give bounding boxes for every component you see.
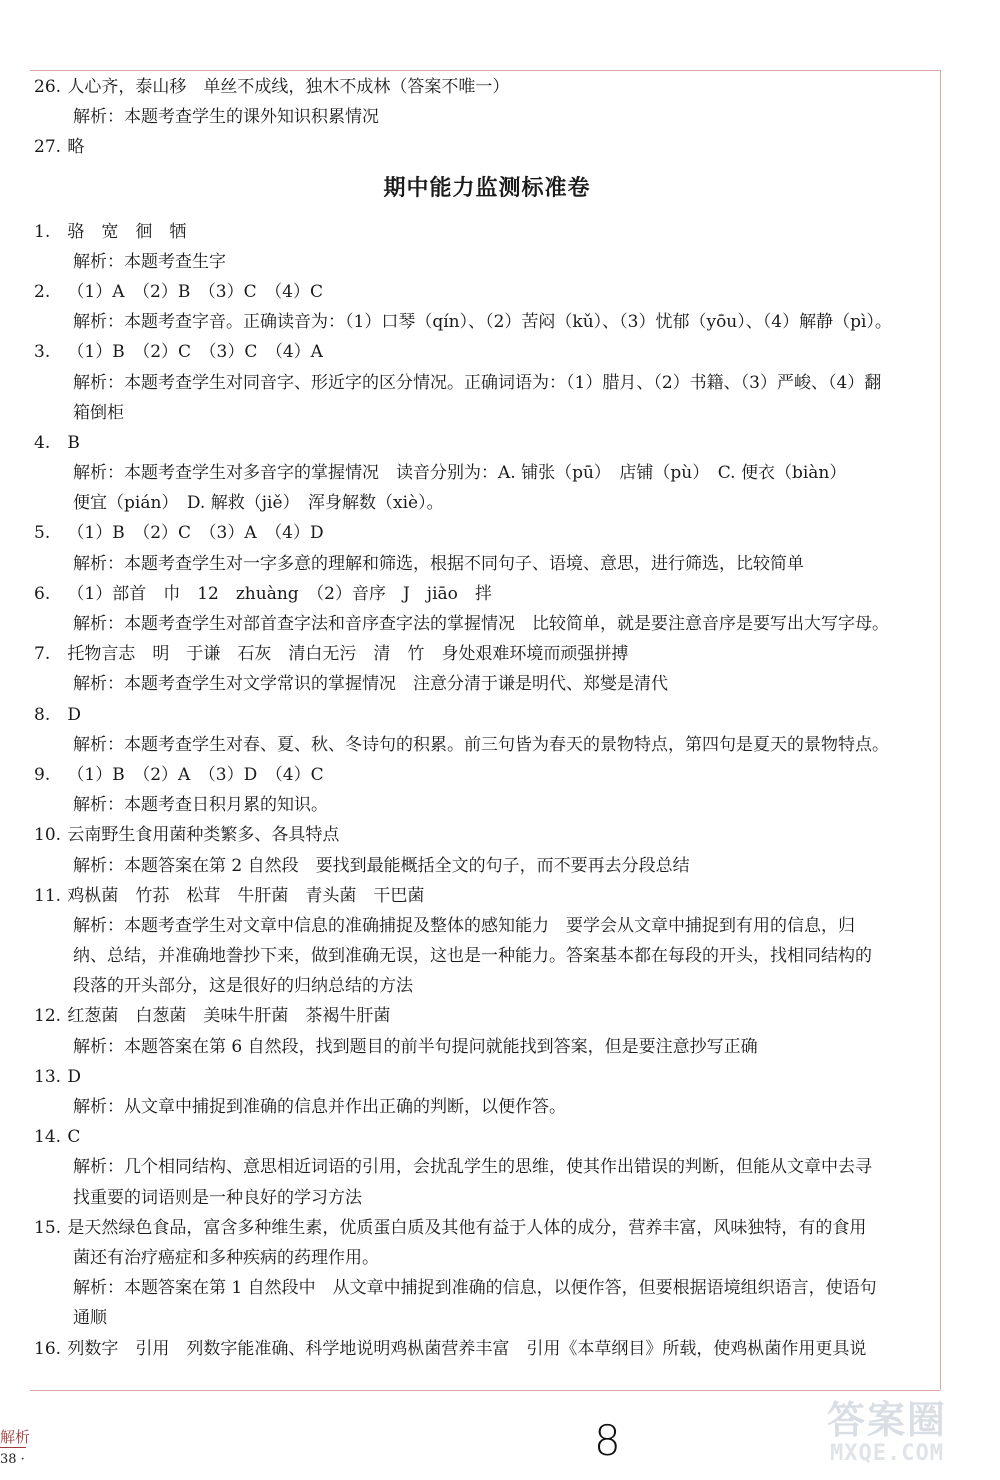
answer-line [34, 217, 940, 247]
explanation-line [34, 1303, 940, 1333]
explanation-line [34, 971, 940, 1001]
answer-line [34, 700, 940, 730]
explanation-text: 解析：本题考查学生对部首查字法和音序查字法的掌握情况 比较简单，就是要注意音序是要写出大写字母。 [73, 614, 889, 634]
explanation-text: 段落的开头部分，这是很好的归纳总结的方法 [73, 976, 413, 997]
explanation-text: 解析：本题考查字音。正确读音为：（1）口琴（qín）、（2）苦闷（kǔ）、（3）忧郁（yōu）、（4）解静（pì）。 [73, 312, 892, 333]
answer-item [34, 518, 940, 578]
answer-line [34, 1062, 940, 1092]
question-number: 3. [34, 342, 51, 363]
explanation-line [34, 247, 940, 277]
answer-line [34, 518, 940, 548]
question-number: 10. [34, 825, 62, 846]
answer-line [34, 72, 940, 102]
explanation-text: 解析：本题考查学生对春、夏、秋、冬诗句的积累。前三句皆为春天的景物特点，第四句是夏天的景物特点。 [73, 734, 889, 755]
explanation-text: 解析：本题答案在第 6 自然段，找到题目的前半句提问就能找到答案，但是要注意抄写正确 [73, 1036, 758, 1057]
answer-item [34, 217, 940, 277]
explanation-line [34, 851, 940, 881]
explanation-line [34, 730, 940, 760]
explanation-line [34, 1243, 940, 1273]
question-number: 6. [34, 583, 51, 604]
answer-line [34, 639, 940, 669]
question-number: 15. [34, 1217, 62, 1238]
answer-item [34, 1001, 940, 1061]
answer-line [34, 1334, 940, 1364]
watermark-url: MXQE.COM [830, 1441, 944, 1466]
answer-text: 红葱菌 白葱菌 美味牛肝菌 茶褐牛肝菌 [67, 1006, 391, 1027]
explanation-line [34, 609, 940, 639]
answer-line [34, 132, 940, 162]
explanation-text: 解析：本题考查生字 [73, 251, 226, 272]
answer-item [34, 579, 940, 639]
answer-item [34, 760, 940, 820]
answer-item [34, 428, 940, 519]
answer-text: 列数字 引用 列数字能准确、科学地说明鸡枞菌营养丰富 引用《本草纲目》所载，使鸡枞菌作用更具说 [67, 1338, 867, 1359]
answer-line [34, 102, 940, 132]
question-number: 1. [34, 221, 51, 242]
explanation-line [34, 488, 940, 518]
answer-text: （1）部首 巾 12 zhuàng （2）音序 J jiāo 拌 [67, 583, 492, 604]
answer-line [34, 428, 940, 458]
explanation-text: 解析：本题考查学生对文学常识的掌握情况 注意分清于谦是明代、郑燮是清代 [73, 674, 668, 695]
explanation-line [34, 1152, 940, 1182]
explanation-line [34, 458, 940, 488]
explanation-text: 解析：本题考查学生对同音字、形近字的区分情况。正确词语为：（1）腊月、（2）书籍、（3）严峻、（4）翻 [73, 372, 882, 393]
section-title: 期中能力监测标准卷 [383, 175, 591, 201]
answer-text: 是天然绿色食品，富含多种维生素，优质蛋白质及其他有益于人体的成分，营养丰富，风味独特，有的食用 [67, 1217, 867, 1238]
page-number: 38 · [0, 1452, 25, 1467]
explanation-text: 解析：几个相同结构、意思相近词语的引用，会扰乱学生的思维，使其作出错误的判断，但能从文章中去寻 [73, 1157, 872, 1178]
question-number: 27. [34, 137, 62, 158]
question-number: 7. [34, 644, 51, 665]
explanation-line [34, 911, 940, 941]
answer-text: 云南野生食用菌种类繁多、各具特点 [67, 825, 340, 846]
answer-text: （1）B （2）C （3）A （4）D [67, 523, 324, 544]
answer-text: 鸡枞菌 竹荪 松茸 牛肝菌 青头菌 干巴菌 [67, 885, 425, 906]
answer-line [34, 277, 940, 307]
answer-line [34, 760, 940, 790]
explanation-line [34, 790, 940, 820]
answer-item [34, 1334, 940, 1364]
answer-text: 略 [67, 137, 85, 158]
question-number: 11. [34, 885, 62, 906]
question-number: 4. [34, 432, 51, 453]
answer-item [34, 337, 940, 428]
right-border [940, 70, 941, 1390]
question-number: 14. [34, 1127, 62, 1148]
answer-line [34, 1122, 940, 1152]
explanation-line [34, 1183, 940, 1213]
explanation-line [34, 368, 940, 398]
explanation-text: 菌还有治疗癌症和多种疾病的药理作用。 [73, 1247, 379, 1268]
question-number: 16. [34, 1338, 62, 1359]
answer-content [34, 72, 940, 1364]
question-number: 5. [34, 523, 51, 544]
answer-text: 人心齐，泰山移 单丝不成线，独木不成林（答案不唯一） [67, 77, 510, 97]
explanation-text: 纳、总结，并准确地誊抄下来，做到准确无误，这也是一种能力。答案基本都在每段的开头，找相同结构的 [73, 946, 872, 967]
answer-item [34, 1062, 940, 1122]
explanation-text: 解析：从文章中捕捉到准确的信息并作出正确的判断，以便作答。 [73, 1097, 566, 1117]
answer-line [34, 881, 940, 911]
answer-text: 骆 宽 徊 牺 [67, 221, 187, 242]
answer-item [34, 277, 940, 337]
explanation-text: 解析：本题答案在第 2 自然段 要找到最能概括全文的句子，而不要再去分段总结 [73, 855, 690, 876]
answer-text: （1）B （2）A （3）D （4）C [67, 764, 324, 785]
explanation-line [34, 941, 940, 971]
question-number: 12. [34, 1006, 62, 1027]
explanation-text: 解析：本题考查学生对一字多意的理解和筛选，根据不同句子、语境、意思，进行筛选，比较简单 [73, 553, 804, 574]
watermark-logo-text: 答案圈 [826, 1398, 947, 1442]
answer-item [34, 881, 940, 1002]
question-number: 13. [34, 1066, 62, 1087]
explanation-text: 找重要的词语则是一种良好的学习方法 [73, 1187, 362, 1208]
question-number: 8. [34, 704, 51, 725]
explanation-line [34, 1092, 940, 1122]
answer-line [34, 579, 940, 609]
answer-line [34, 820, 940, 850]
explanation-line [34, 398, 940, 428]
answer-line [34, 1001, 940, 1031]
answer-item [34, 1122, 940, 1213]
answer-item [34, 700, 940, 760]
handwritten-mark: 8 [594, 1416, 621, 1465]
answer-item [34, 639, 940, 699]
answer-item [34, 1213, 940, 1334]
explanation-text: 箱倒柜 [73, 402, 124, 423]
answer-text: 托物言志 明 于谦 石灰 清白无污 清 竹 身处艰难环境而顽强拼搏 [67, 644, 629, 665]
top-border [30, 70, 940, 71]
explanation-line [34, 549, 940, 579]
question-number: 9. [34, 764, 51, 785]
answer-text: （1）A （2）B （3）C （4）C [67, 281, 323, 302]
site-watermark [802, 1398, 972, 1470]
bottom-border [30, 1390, 940, 1391]
answer-text: 解析：本题考查学生的课外知识积累情况 [73, 107, 379, 128]
explanation-line [34, 669, 940, 699]
explanation-line [34, 1032, 940, 1062]
answer-text: （1）B （2）C （3）C （4）A [67, 342, 323, 363]
explanation-line [34, 1273, 940, 1303]
explanation-text: 解析：本题答案在第 1 自然段中 从文章中捕捉到准确的信息，以便作答，但要根据语境组织语言，使语句 [73, 1278, 877, 1299]
answer-text: D [67, 1066, 82, 1087]
answer-line [34, 337, 940, 367]
answer-line [34, 1213, 940, 1243]
explanation-text: 通顺 [73, 1308, 107, 1329]
question-number: 2. [34, 281, 51, 302]
answer-text: D [67, 704, 82, 725]
footer-label: 解析 [0, 1428, 31, 1446]
footer-rule [0, 1447, 26, 1448]
answer-item [34, 820, 940, 880]
answer-text: C [67, 1127, 81, 1148]
explanation-line [34, 307, 940, 337]
question-number: 26. [34, 77, 62, 97]
answer-text: B [67, 432, 80, 453]
explanation-text: 解析：本题考查学生对文章中信息的准确捕捉及整体的感知能力 要学会从文章中捕捉到有用的信息，归 [73, 915, 855, 936]
explanation-text: 解析：本题考查日积月累的知识。 [73, 795, 328, 816]
explanation-text: 便宜（pián） D. 解救（jiě） 浑身解数（xiè）。 [73, 493, 444, 514]
explanation-text: 解析：本题考查学生对多音字的掌握情况 读音分别为：A. 铺张（pū） 店铺（pù） C. 便衣（biàn） [73, 463, 847, 484]
